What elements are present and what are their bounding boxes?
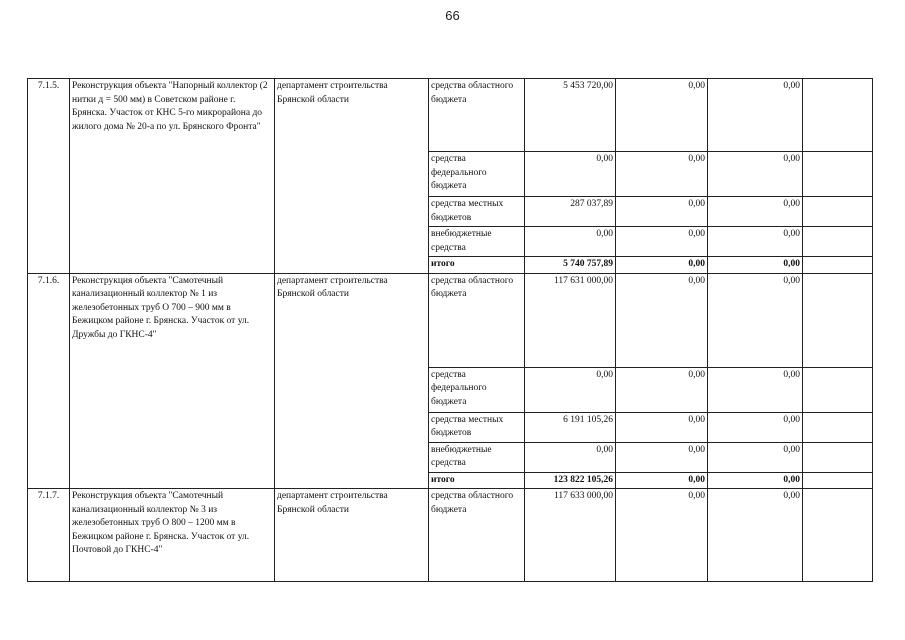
total-label: итого [429, 257, 525, 274]
item-name: Реконструкция объекта "Самотечный канализационный коллектор № 1 из железобетонных труб О 700 – 900 мм в Бежицком районе г. Брянска. Участок от ул. Дружбы до ГКНС-4" [70, 273, 275, 489]
value-cell: 0,00 [616, 442, 708, 472]
empty-cell [803, 273, 873, 367]
table-row [28, 273, 873, 367]
empty-cell [803, 412, 873, 442]
value-cell: 0,00 [708, 79, 803, 152]
item-code: 7.1.6. [28, 273, 70, 489]
item-name: Реконструкция объекта "Напорный коллектор (2 нитки д = 500 мм) в Советском районе г. Брянска. Участок от КНС 5-го микрорайона до жилого дома № 20-а по ул. Брянского Фронта" [70, 79, 275, 274]
value-cell: 0,00 [708, 152, 803, 197]
value-cell: 0,00 [708, 489, 803, 582]
source-label: средства местных бюджетов [429, 412, 525, 442]
value-cell: 6 191 105,26 [525, 412, 616, 442]
value-cell: 0,00 [616, 367, 708, 412]
value-cell: 0,00 [708, 273, 803, 367]
value-cell: 287 037,89 [525, 197, 616, 227]
value-cell: 0,00 [616, 273, 708, 367]
item-code: 7.1.5. [28, 79, 70, 274]
item-code: 7.1.7. [28, 489, 70, 582]
table-row [28, 489, 873, 582]
source-label: средства областного бюджета [429, 273, 525, 367]
value-cell: 0,00 [616, 197, 708, 227]
value-cell: 5 453 720,00 [525, 79, 616, 152]
empty-cell [803, 472, 873, 489]
value-cell: 0,00 [708, 227, 803, 257]
empty-cell [803, 197, 873, 227]
empty-cell [803, 79, 873, 152]
value-cell: 0,00 [525, 227, 616, 257]
item-department: департамент строительства Брянской области [275, 273, 429, 489]
source-label: средства федерального бюджета [429, 152, 525, 197]
table-row [28, 79, 873, 152]
value-cell: 0,00 [616, 227, 708, 257]
total-value: 0,00 [616, 472, 708, 489]
value-cell: 0,00 [525, 442, 616, 472]
item-department: департамент строительства Брянской области [275, 79, 429, 274]
value-cell: 0,00 [708, 197, 803, 227]
page-number: 66 [445, 8, 460, 23]
source-label: средства областного бюджета [429, 79, 525, 152]
value-cell: 0,00 [616, 489, 708, 582]
item-department: департамент строительства Брянской области [275, 489, 429, 582]
source-label: средства областного бюджета [429, 489, 525, 582]
total-label: итого [429, 472, 525, 489]
value-cell: 0,00 [616, 79, 708, 152]
value-cell: 117 631 000,00 [525, 273, 616, 367]
total-value: 5 740 757,89 [525, 257, 616, 274]
empty-cell [803, 367, 873, 412]
empty-cell [803, 152, 873, 197]
value-cell: 0,00 [708, 442, 803, 472]
empty-cell [803, 227, 873, 257]
source-label: внебюджетные средства [429, 227, 525, 257]
item-name: Реконструкция объекта "Самотечный канализационный коллектор № 3 из железобетонных труб О 800 – 1200 мм в Бежицком районе г. Брянска. Участок от ул. Почтовой до ГКНС-4" [70, 489, 275, 582]
value-cell: 0,00 [708, 367, 803, 412]
empty-cell [803, 489, 873, 582]
value-cell: 0,00 [708, 412, 803, 442]
value-cell: 0,00 [525, 152, 616, 197]
budget-table [27, 78, 873, 582]
value-cell: 0,00 [616, 152, 708, 197]
source-label: внебюджетные средства [429, 442, 525, 472]
source-label: средства местных бюджетов [429, 197, 525, 227]
empty-cell [803, 442, 873, 472]
total-value: 123 822 105,26 [525, 472, 616, 489]
empty-cell [803, 257, 873, 274]
value-cell: 117 633 000,00 [525, 489, 616, 582]
value-cell: 0,00 [616, 412, 708, 442]
total-value: 0,00 [708, 257, 803, 274]
total-value: 0,00 [708, 472, 803, 489]
source-label: средства федерального бюджета [429, 367, 525, 412]
total-value: 0,00 [616, 257, 708, 274]
value-cell: 0,00 [525, 367, 616, 412]
